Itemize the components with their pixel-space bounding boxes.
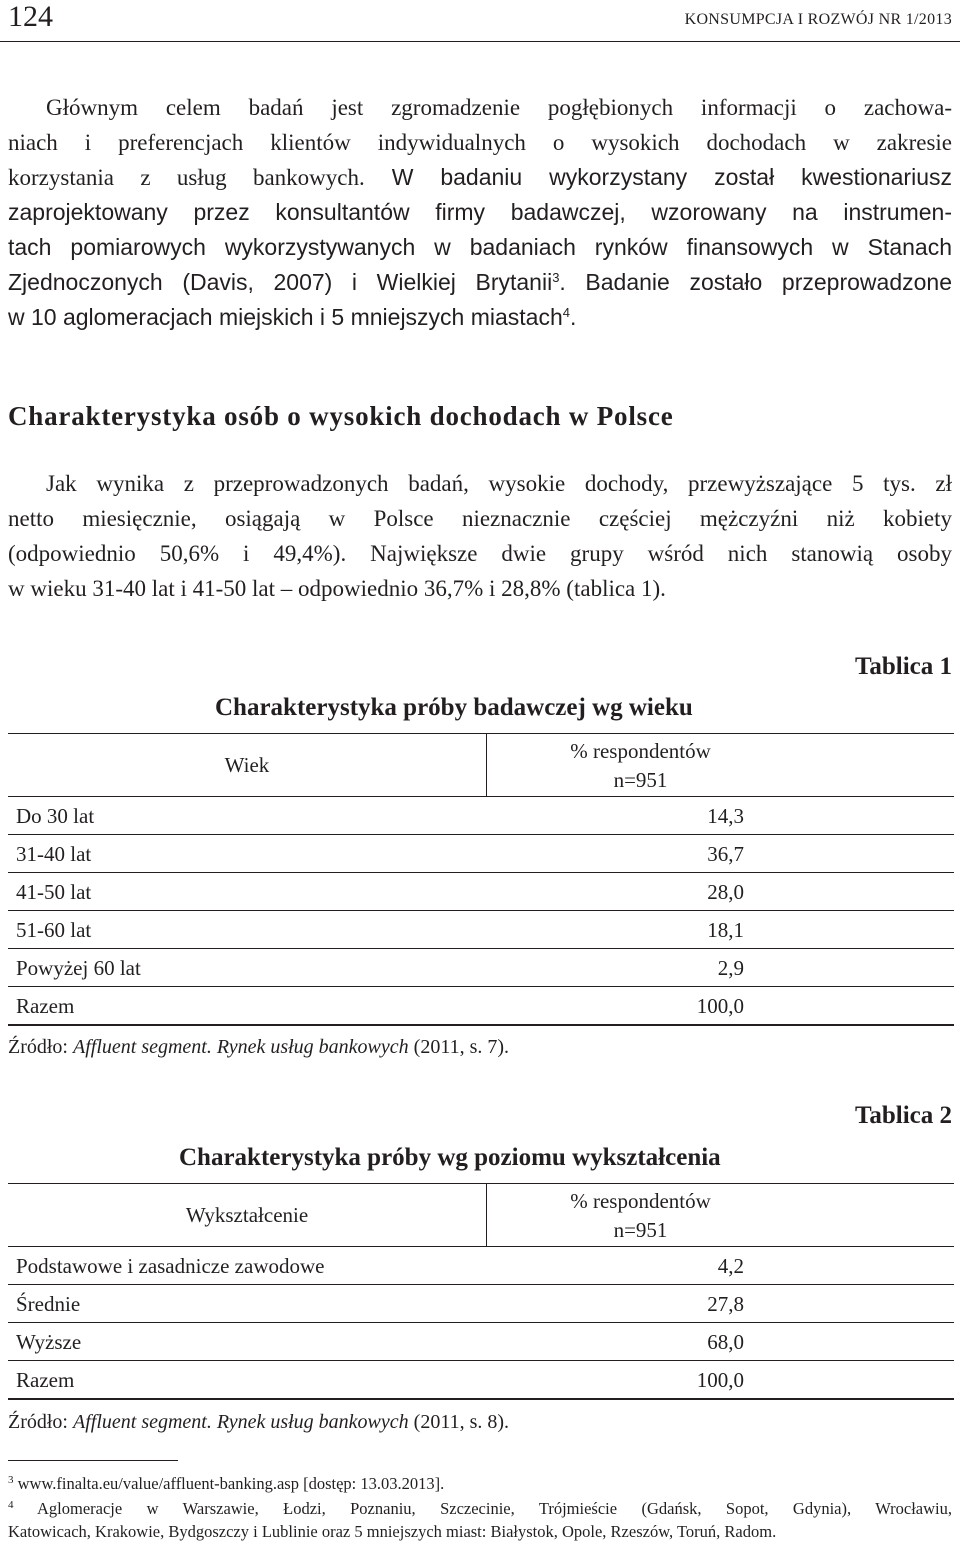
table-cell-label: 51-60 lat	[8, 911, 487, 949]
table-row	[8, 949, 954, 987]
table-row	[8, 835, 954, 873]
footnote-ref: 4	[562, 305, 570, 320]
table-header-wyksztalcenie: Wykształcenie	[8, 1184, 487, 1247]
footnote-text: Aglomeracje w Warszawie, Łodzi, Poznaniu, Szczecinie, Trójmieście (Gdańsk, Sopot, Gdynia), Wrocławiu,	[13, 1499, 952, 1518]
table-cell-value: 4,2	[487, 1247, 955, 1285]
table-header-n: n=951	[613, 1217, 668, 1242]
table-cell-label: Razem	[8, 987, 487, 1026]
table-cell-value: 100,0	[487, 1361, 955, 1400]
section-line: (odpowiednio 50,6% i 49,4%). Największe dwie grupy wśród nich stanowią osoby	[8, 541, 952, 566]
header-divider	[0, 41, 960, 42]
table-row-total	[8, 987, 954, 1026]
section-line: netto miesięcznie, osiągają w Polsce nieznacznie częściej mężczyźni niż kobiety	[8, 506, 952, 531]
table-cell-value: 27,8	[487, 1285, 955, 1323]
table-cell-value: 68,0	[487, 1323, 955, 1361]
table-row	[8, 1285, 954, 1323]
table-row	[8, 797, 954, 835]
table-cell-label: Do 30 lat	[8, 797, 487, 835]
table-cell-label: Wyższe	[8, 1323, 487, 1361]
section-line: Jak wynika z przeprowadzonych badań, wysokie dochody, przewyższające 5 tys. zł	[46, 471, 952, 496]
intro-paragraph	[8, 90, 952, 335]
source-title: Affluent segment. Rynek usług bankowych	[73, 1411, 409, 1433]
source-prefix: Źródło:	[8, 1036, 73, 1058]
table-cell-label: Średnie	[8, 1285, 487, 1323]
table-cell-value: 2,9	[487, 949, 955, 987]
table-cell-label: 31-40 lat	[8, 835, 487, 873]
table-header-percent	[487, 734, 955, 797]
intro-line: niach i preferencjach klientów indywidualnych o wysokich dochodach w zakresie	[8, 130, 952, 155]
journal-title: KONSUMPCJA I ROZWÓJ NR 1/2013	[684, 11, 952, 28]
table-cell-label: Podstawowe i zasadnicze zawodowe	[8, 1247, 487, 1285]
table-1-label: Tablica 1	[854, 653, 952, 680]
table-1	[8, 733, 954, 1026]
footnote-divider	[8, 1460, 178, 1461]
page-number: 124	[8, 0, 53, 33]
source-title: Affluent segment. Rynek usług bankowych	[73, 1036, 409, 1058]
table-cell-label: Powyżej 60 lat	[8, 949, 487, 987]
table-cell-value: 28,0	[487, 873, 955, 911]
table-cell-value: 18,1	[487, 911, 955, 949]
intro-text: Zjednoczonych (Davis, 2007) i Wielkiej Brytanii	[8, 269, 553, 295]
intro-text: korzystania z usług bankowych.	[8, 165, 365, 190]
footnote-line: Katowicach, Krakowie, Bydgoszczy i Lublinie oraz 5 mniejszych miast: Białystok, Opole, Rzeszów, Toruń, Radom.	[8, 1522, 777, 1541]
section-heading: Charakterystyka osób o wysokich dochodach w Polsce	[8, 401, 674, 431]
intro-line	[8, 300, 952, 335]
intro-text: W badaniu wykorzystany został kwestionariusz	[364, 164, 952, 190]
table-header-n: n=951	[613, 767, 668, 792]
section-line: w wieku 31-40 lat i 41-50 lat – odpowiednio 36,7% i 28,8% (tablica 1).	[8, 576, 666, 601]
table-row	[8, 1323, 954, 1361]
intro-line: zaprojektowany przez konsultantów firmy badawczej, wzorowany na instrumen-	[8, 199, 952, 225]
intro-line	[8, 160, 952, 195]
table-1-caption: Charakterystyka próby badawczej wg wieku	[215, 694, 693, 721]
source-prefix: Źródło:	[8, 1411, 73, 1433]
table-row-total	[8, 1361, 954, 1400]
table-row	[8, 873, 954, 911]
table-header-row	[8, 734, 954, 797]
table-header-wiek: Wiek	[8, 734, 487, 797]
footnote-mark: 3	[8, 1474, 14, 1486]
footnote-line	[8, 1497, 952, 1520]
table-cell-value: 100,0	[487, 987, 955, 1026]
table-header-percent-label: % respondentów	[570, 738, 711, 763]
table-row	[8, 911, 954, 949]
footnote-text: www.finalta.eu/value/affluent-banking.asp [dostęp: 13.03.2013].	[13, 1474, 445, 1493]
section-paragraph	[8, 466, 952, 606]
intro-text: w 10 aglomeracjach miejskich i 5 mniejszych miastach	[8, 304, 563, 330]
source-suffix: (2011, s. 8).	[408, 1411, 510, 1433]
table-row	[8, 1247, 954, 1285]
table-2-label: Tablica 2	[854, 1102, 952, 1129]
intro-line: tach pomiarowych wykorzystywanych w badaniach rynków finansowych w Stanach	[8, 234, 952, 260]
table-2-source	[8, 1410, 509, 1434]
footnote-4	[8, 1497, 952, 1543]
table-1-source	[8, 1035, 509, 1059]
footnote-ref: 3	[552, 270, 560, 285]
table-header-percent-label: % respondentów	[570, 1188, 711, 1213]
source-suffix: (2011, s. 7).	[408, 1036, 510, 1058]
table-cell-value: 36,7	[487, 835, 955, 873]
table-header-row	[8, 1184, 954, 1247]
intro-text: .	[570, 304, 577, 330]
table-2	[8, 1183, 954, 1400]
table-cell-label: 41-50 lat	[8, 873, 487, 911]
footnote-mark: 4	[8, 1499, 14, 1511]
intro-line	[8, 265, 952, 300]
intro-text: . Badanie zostało przeprowadzone	[559, 269, 952, 295]
table-2-caption: Charakterystyka próby wg poziomu wykształcenia	[179, 1144, 721, 1171]
table-header-percent	[487, 1184, 955, 1247]
footnote-3	[8, 1472, 952, 1495]
table-cell-value: 14,3	[487, 797, 955, 835]
intro-line: Głównym celem badań jest zgromadzenie pogłębionych informacji o zachowa-	[46, 95, 952, 120]
table-cell-label: Razem	[8, 1361, 487, 1400]
